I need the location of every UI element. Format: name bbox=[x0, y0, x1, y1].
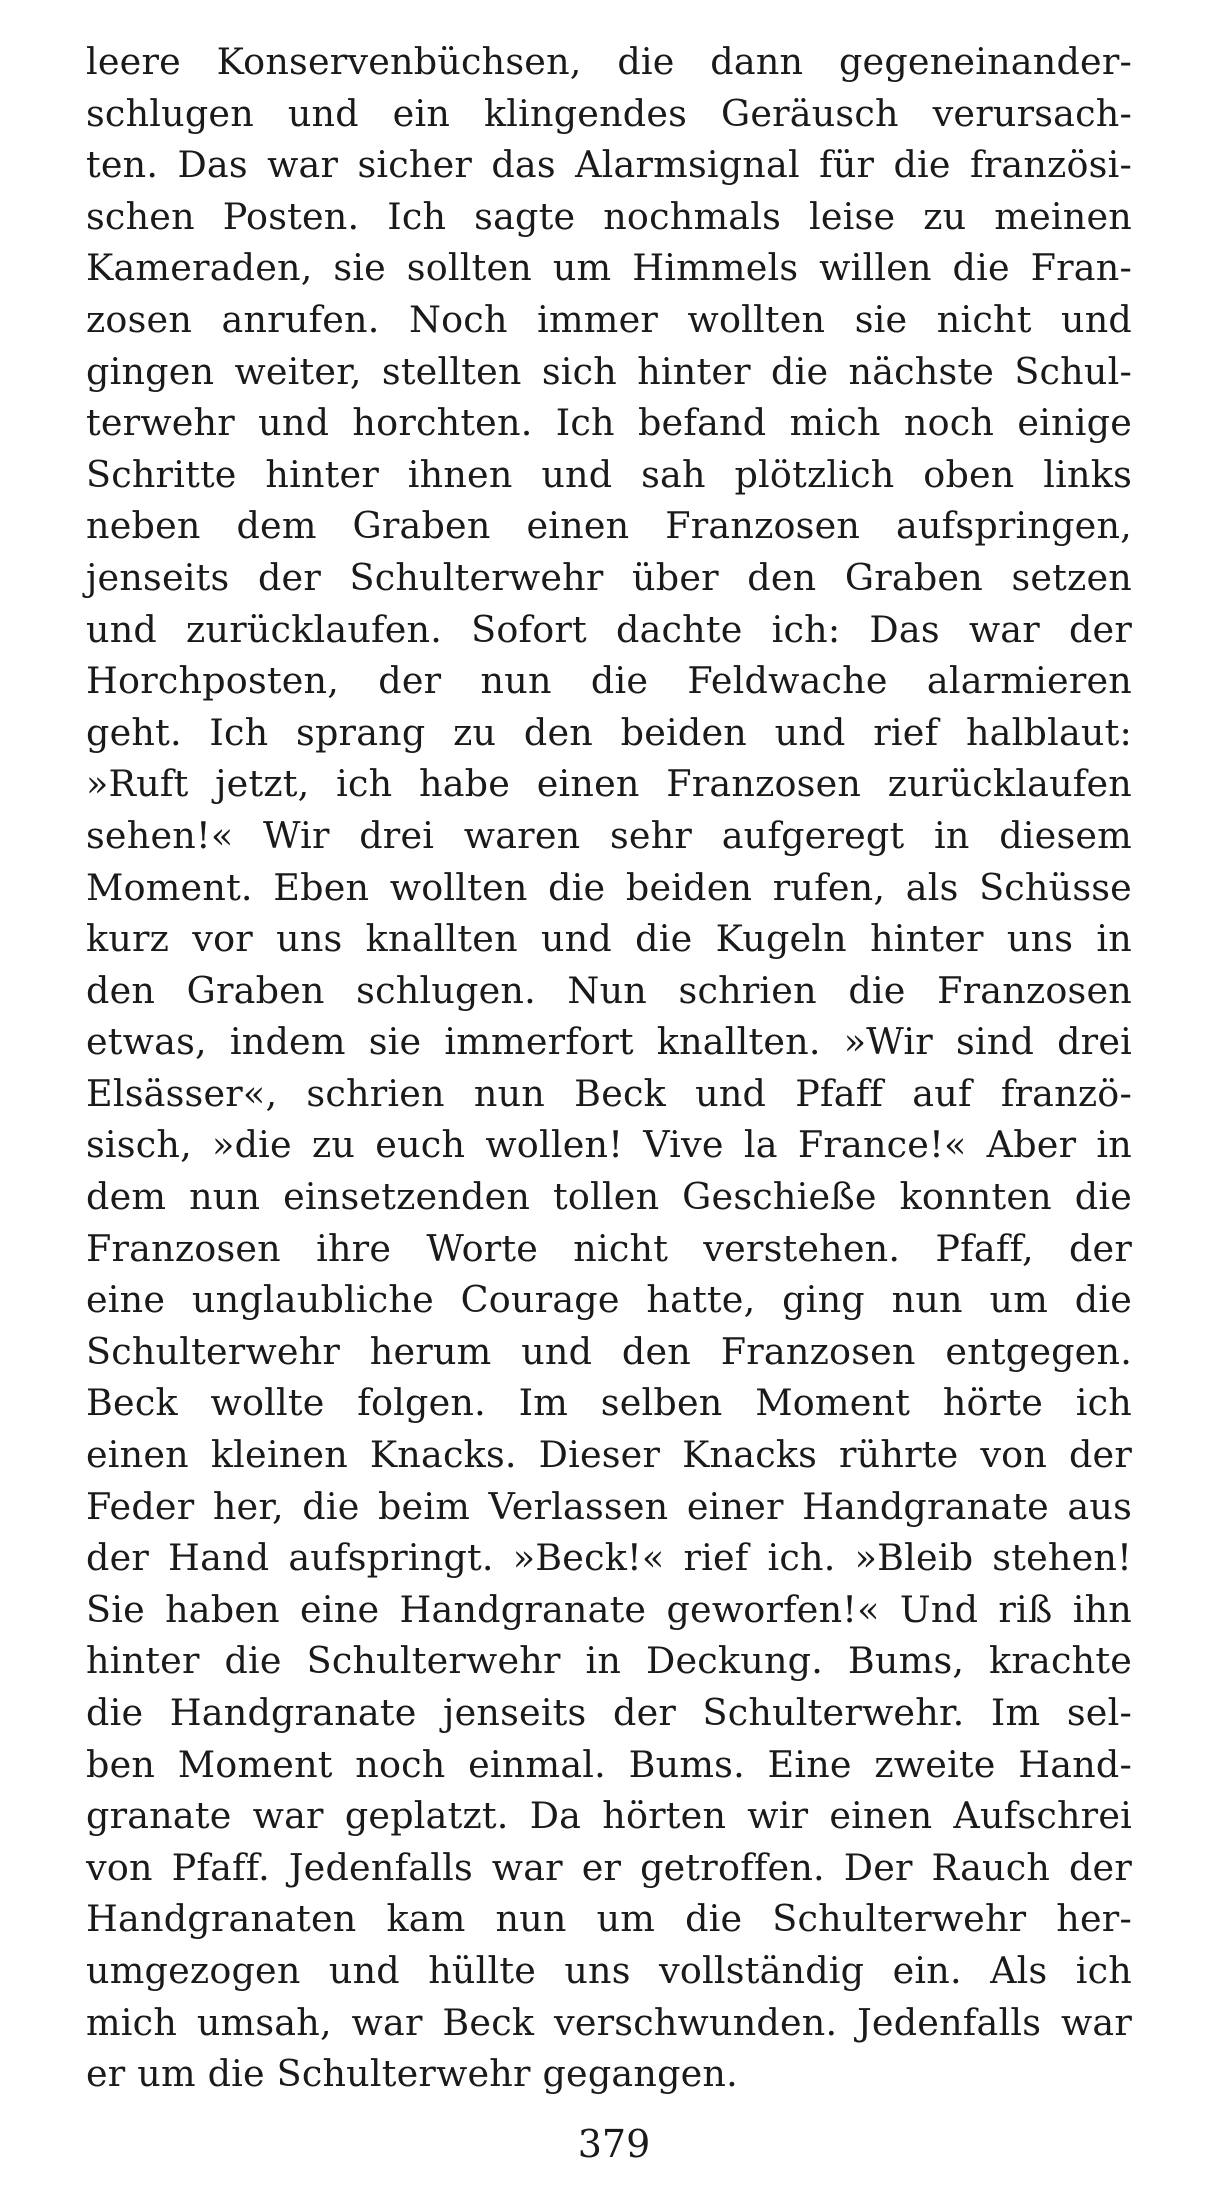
text-line: geht. Ich sprang zu den beiden und rief halblaut: bbox=[86, 710, 1132, 754]
text-line: die Handgranate jenseits der Schulterwehr. Im sel- bbox=[86, 1691, 1132, 1734]
text-line: der Hand aufspringt. »Beck!« rief ich. »Bleib stehen! bbox=[86, 1536, 1132, 1580]
text-line: jenseits der Schulterwehr über den Graben setzen bbox=[86, 555, 1132, 599]
text-line: Elsässer«, schrien nun Beck und Pfaff auf franzö- bbox=[86, 1071, 1132, 1115]
text-line: Moment. Eben wollten die beiden rufen, als Schüsse bbox=[86, 865, 1132, 909]
text-line: ben Moment noch einmal. Bums. Eine zweite Hand- bbox=[86, 1742, 1132, 1786]
text-line: Schritte hinter ihnen und sah plötzlich oben links bbox=[86, 452, 1132, 496]
text-line: gingen weiter, stellten sich hinter die nächste Schul- bbox=[86, 349, 1132, 393]
text-line: schlugen und ein klingendes Geräusch verursach- bbox=[86, 91, 1132, 135]
text-line: schen Posten. Ich sagte nochmals leise zu meinen bbox=[86, 194, 1132, 238]
text-line: neben dem Graben einen Franzosen aufspringen, bbox=[86, 504, 1132, 548]
text-line: Sie haben eine Handgranate geworfen!« Und riß ihn bbox=[86, 1587, 1132, 1631]
text-line: er um die Schulterwehr gegangen. bbox=[86, 2052, 738, 2096]
body-text bbox=[86, 36, 1132, 2100]
text-line: zosen anrufen. Noch immer wollten sie nicht und bbox=[86, 297, 1132, 341]
text-line: sehen!« Wir drei waren sehr aufgeregt in diesem bbox=[86, 813, 1132, 857]
text-line: mich umsah, war Beck verschwunden. Jedenfalls war bbox=[86, 2000, 1132, 2044]
text-line: granate war geplatzt. Da hörten wir einen Aufschrei bbox=[86, 1794, 1132, 1838]
text-line: dem nun einsetzenden tollen Geschieße konnten die bbox=[86, 1175, 1132, 1219]
text-line: und zurücklaufen. Sofort dachte ich: Das war der bbox=[86, 607, 1132, 651]
text-line: Beck wollte folgen. Im selben Moment hörte ich bbox=[86, 1381, 1132, 1425]
text-line: Schulterwehr herum und den Franzosen entgegen. bbox=[86, 1329, 1132, 1373]
text-line: terwehr und horchten. Ich befand mich noch einige bbox=[86, 401, 1132, 445]
text-line: etwas, indem sie immerfort knallten. »Wir sind drei bbox=[86, 1020, 1132, 1064]
text-line: Franzosen ihre Worte nicht verstehen. Pfaff, der bbox=[86, 1226, 1132, 1270]
text-line: hinter die Schulterwehr in Deckung. Bums, krachte bbox=[86, 1639, 1132, 1683]
text-line: umgezogen und hüllte uns vollständig ein. Als ich bbox=[86, 1948, 1132, 1992]
text-line: Handgranaten kam nun um die Schulterwehr her- bbox=[86, 1897, 1132, 1941]
text-line: Kameraden, sie sollten um Himmels willen die Fran- bbox=[86, 246, 1132, 290]
text-line: kurz vor uns knallten und die Kugeln hinter uns in bbox=[86, 917, 1132, 961]
page-number: 379 bbox=[577, 2122, 651, 2166]
text-line: einen kleinen Knacks. Dieser Knacks rührte von der bbox=[86, 1433, 1132, 1477]
text-line: ten. Das war sicher das Alarmsignal für die französi- bbox=[86, 143, 1132, 187]
text-line: »Ruft jetzt, ich habe einen Franzosen zurücklaufen bbox=[86, 762, 1132, 806]
text-line: von Pfaff. Jedenfalls war er getroffen. Der Rauch der bbox=[86, 1845, 1132, 1889]
text-line: leere Konservenbüchsen, die dann gegeneinander- bbox=[86, 40, 1132, 83]
text-line: Horchposten, der nun die Feldwache alarmieren bbox=[86, 659, 1132, 703]
text-line: eine unglaubliche Courage hatte, ging nun um die bbox=[86, 1278, 1132, 1322]
text-line: Feder her, die beim Verlassen einer Handgranate aus bbox=[86, 1484, 1132, 1528]
text-line: den Graben schlugen. Nun schrien die Franzosen bbox=[86, 968, 1132, 1012]
text-line: sisch, »die zu euch wollen! Vive la France!« Aber in bbox=[86, 1123, 1132, 1167]
